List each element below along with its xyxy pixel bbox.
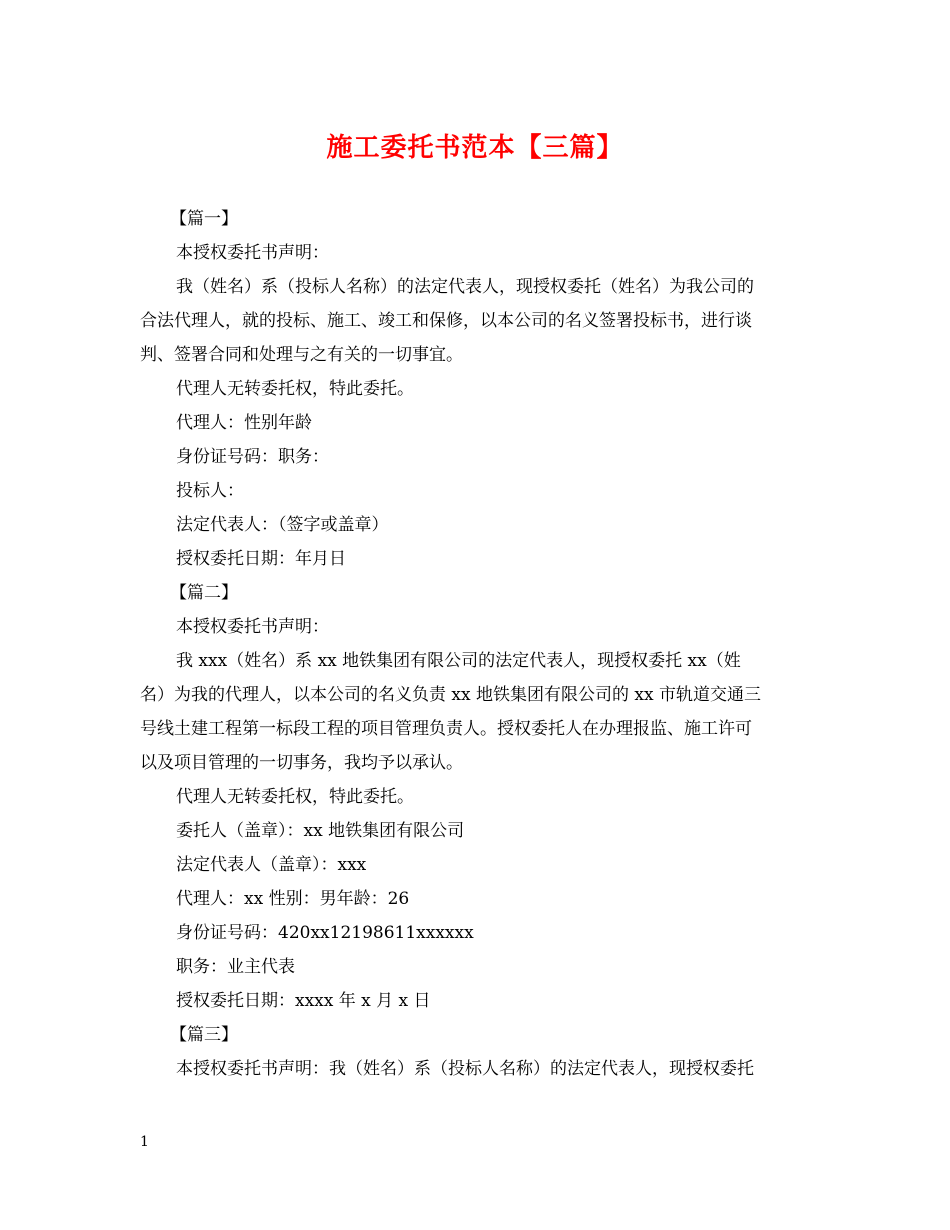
paragraph-line: 号线土建工程第一标段工程的项目管理负责人。授权委托人在办理报监、施工许可 — [140, 719, 752, 739]
paragraph-line: 代理人：xx 性别：男年龄：26 — [176, 889, 410, 909]
paragraph-line: 授权委托日期：年月日 — [176, 549, 346, 569]
paragraph-line: 我 xxx（姓名）系 xx 地铁集团有限公司的法定代表人，现授权委托 xx（姓 — [176, 651, 741, 671]
section-heading-3: 【篇三】 — [170, 1025, 238, 1045]
paragraph-line: 委托人（盖章）：xx 地铁集团有限公司 — [176, 821, 465, 841]
paragraph-line: 法定代表人（盖章）：xxx — [176, 855, 367, 875]
document-title: 施工委托书范本【三篇】 — [326, 133, 624, 163]
section-heading-1: 【篇一】 — [170, 209, 238, 229]
paragraph-line: 代理人无转委托权，特此委托。 — [176, 787, 414, 807]
paragraph-line: 以及项目管理的一切事务，我均予以承认。 — [140, 753, 463, 773]
paragraph-line: 本授权委托书声明： — [176, 243, 329, 263]
paragraph-line: 身份证号码：职务： — [176, 447, 329, 467]
paragraph-line: 身份证号码：420xx12198611xxxxxx — [176, 923, 474, 943]
section-heading-2: 【篇二】 — [170, 583, 238, 603]
paragraph-line: 本授权委托书声明： — [176, 617, 329, 637]
paragraph-line: 本授权委托书声明：我（姓名）系（投标人名称）的法定代表人，现授权委托 — [176, 1059, 754, 1079]
paragraph-line: 代理人无转委托权，特此委托。 — [176, 379, 414, 399]
paragraph-line: 我（姓名）系（投标人名称）的法定代表人，现授权委托（姓名）为我公司的 — [176, 277, 754, 297]
paragraph-line: 职务：业主代表 — [176, 957, 295, 977]
paragraph-line: 代理人：性别年龄 — [176, 413, 312, 433]
paragraph-line: 名）为我的代理人，以本公司的名义负责 xx 地铁集团有限公司的 xx 市轨道交通三 — [140, 685, 761, 705]
paragraph-line: 法定代表人：（签字或盖章） — [176, 515, 389, 535]
page-number: 1 — [140, 1134, 149, 1150]
paragraph-line: 授权委托日期：xxxx 年 x 月 x 日 — [176, 991, 431, 1011]
document-body — [140, 202, 812, 1086]
paragraph-line: 合法代理人，就的投标、施工、竣工和保修，以本公司的名义签署投标书，进行谈 — [140, 311, 752, 331]
paragraph-line: 投标人： — [176, 481, 244, 501]
paragraph-line: 判、签署合同和处理与之有关的一切事宜。 — [140, 345, 463, 365]
